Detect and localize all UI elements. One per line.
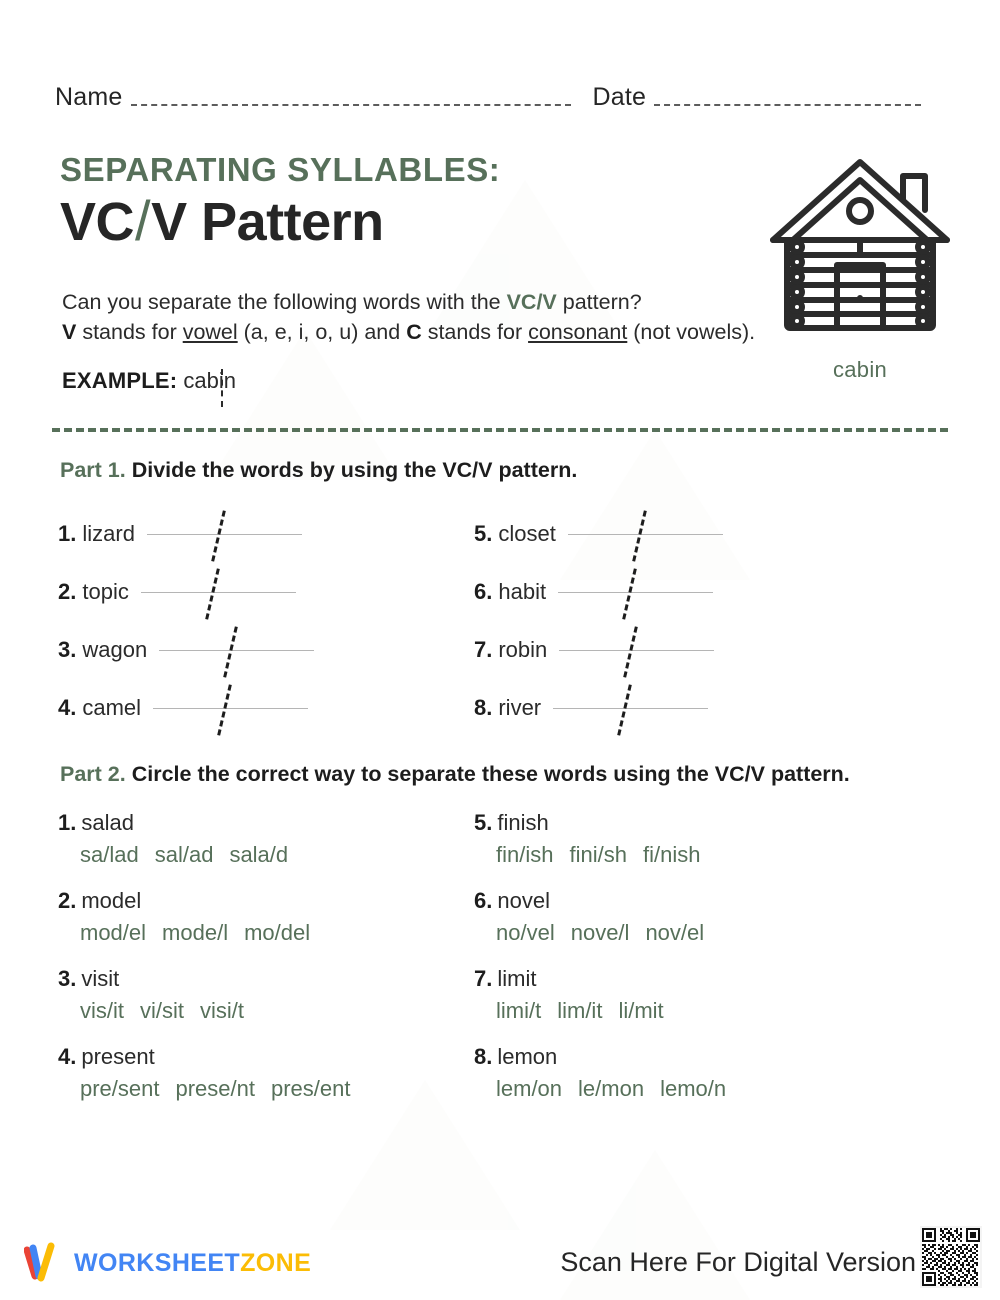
intro-text-g: (not vowels).	[627, 319, 756, 344]
example-word-part1: cab	[183, 368, 219, 393]
log-cabin-icon	[765, 148, 955, 348]
part1-blank-first[interactable]	[153, 708, 228, 709]
instructions-line-1	[62, 288, 782, 318]
intro-c-letter: C	[406, 319, 422, 344]
part1-blank-first[interactable]	[558, 592, 633, 593]
part1-blank-second[interactable]	[228, 708, 308, 709]
intro-text-e: (a, e, i, o, u) and	[237, 319, 407, 344]
part2-option[interactable]: visi/t	[200, 998, 244, 1023]
part2-option-list	[496, 998, 726, 1024]
part2-option-list	[496, 842, 726, 868]
part2-item	[474, 810, 726, 868]
part2-option[interactable]: sa/lad	[80, 842, 139, 867]
part2-item-word: limit	[497, 966, 537, 991]
name-date-row	[55, 78, 925, 112]
part2-option[interactable]: mo/del	[244, 920, 311, 945]
part1-blank-second[interactable]	[234, 650, 314, 651]
part2-option[interactable]: lem/on	[496, 1076, 563, 1101]
logo-mark-icon	[24, 1242, 64, 1284]
part2-option[interactable]: mod/el	[80, 920, 147, 945]
part1-answer-blanks[interactable]	[559, 650, 714, 651]
part2-option[interactable]: prese/nt	[175, 1076, 255, 1101]
part2-option[interactable]: le/mon	[578, 1076, 645, 1101]
instructions-line-2	[62, 318, 782, 348]
part2-option[interactable]: pre/sent	[80, 1076, 160, 1101]
syllable-slash-mark	[211, 568, 225, 620]
cabin-caption: cabin	[832, 357, 888, 382]
part2-option[interactable]: limi/t	[496, 998, 542, 1023]
syllable-slash-mark	[629, 626, 643, 678]
qr-code-icon[interactable]	[920, 1226, 982, 1288]
page-title	[60, 152, 500, 252]
part1-item	[58, 621, 314, 679]
part2-option-list	[496, 920, 726, 946]
part2-item-number: 7.	[474, 966, 493, 991]
part2-item-number: 4.	[58, 1044, 77, 1069]
part2-option[interactable]: fi/nish	[642, 842, 701, 867]
part1-item	[474, 563, 723, 621]
part2-option[interactable]: fini/sh	[569, 842, 627, 867]
title-main-after: V Pattern	[151, 191, 384, 252]
part2-item-number: 8.	[474, 1044, 493, 1069]
title-heading	[60, 190, 500, 253]
part2-option[interactable]: sala/d	[229, 842, 289, 867]
part2-item	[474, 966, 726, 1024]
part2-instruction: Circle the correct way to separate these words using the VC/V pattern.	[131, 762, 850, 786]
date-label: Date	[592, 83, 647, 111]
part1-item-number: 4.	[58, 695, 77, 720]
part1-item-word: lizard	[82, 521, 135, 546]
part1-item-number: 7.	[474, 637, 493, 662]
intro-v-letter: V	[62, 319, 77, 344]
part2-option[interactable]: li/mit	[618, 998, 664, 1023]
part1-blank-second[interactable]	[634, 650, 714, 651]
example-label: EXAMPLE:	[62, 368, 178, 393]
part1-item-word: habit	[498, 579, 547, 604]
part2-option[interactable]: vis/it	[80, 998, 124, 1023]
date-input-line[interactable]	[654, 104, 921, 106]
part1-blank-second[interactable]	[633, 592, 713, 593]
part1-blank-second[interactable]	[222, 534, 302, 535]
part1-item-word: river	[498, 695, 542, 720]
part1-answer-blanks[interactable]	[159, 650, 314, 651]
intro-consonant-word: consonant	[528, 319, 628, 344]
part2-item-number: 6.	[474, 888, 493, 913]
part2-item	[58, 888, 351, 946]
part2-heading	[60, 762, 850, 787]
part1-blank-first[interactable]	[553, 708, 628, 709]
part1-heading	[60, 458, 577, 483]
part1-blank-second[interactable]	[216, 592, 296, 593]
part1-blank-first[interactable]	[141, 592, 216, 593]
part2-option-list	[80, 920, 351, 946]
part1-answer-blanks[interactable]	[147, 534, 302, 535]
part2-option[interactable]: fin/ish	[496, 842, 554, 867]
part2-item	[58, 966, 351, 1024]
intro-text-a: Can you separate the following words with the	[62, 290, 507, 314]
syllable-slash-mark	[623, 684, 637, 736]
part2-option-list	[80, 842, 351, 868]
example-word-part2: in	[218, 368, 237, 393]
part1-item-number: 8.	[474, 695, 493, 720]
part1-item	[58, 505, 314, 563]
part1-item-word: robin	[498, 637, 548, 662]
part2-option[interactable]: no/vel	[496, 920, 555, 945]
logo-text-worksheet: WORKSHEET	[74, 1248, 241, 1277]
part2-item-word: lemon	[497, 1044, 558, 1069]
part2-item-number: 2.	[58, 888, 77, 913]
part2-item-number: 5.	[474, 810, 493, 835]
part2-column-right	[474, 810, 726, 1122]
example-word	[183, 368, 236, 393]
part2-item-prompt	[58, 888, 351, 914]
part2-item-word: visit	[81, 966, 120, 991]
part2-item-word: novel	[497, 888, 550, 913]
part2-option[interactable]: nov/el	[645, 920, 705, 945]
part2-column-left	[58, 810, 351, 1122]
part2-item-number: 1.	[58, 810, 77, 835]
syllable-slash-mark	[638, 510, 652, 562]
title-slash: /	[135, 188, 151, 252]
syllable-slash-mark	[223, 684, 237, 736]
part1-item-word: wagon	[82, 637, 148, 662]
example-row	[62, 368, 236, 394]
part2-option[interactable]: pres/ent	[271, 1076, 351, 1101]
part1-blank-first[interactable]	[568, 534, 643, 535]
intro-text-f: stands for	[421, 319, 529, 344]
scan-prompt-text: Scan Here For Digital Version	[560, 1247, 916, 1277]
part2-item	[474, 888, 726, 946]
title-subheading: SEPARATING SYLLABLES:	[60, 151, 501, 188]
syllable-slash-mark	[217, 510, 231, 562]
part2-option[interactable]: lemo/n	[660, 1076, 727, 1101]
part2-item-prompt	[474, 966, 726, 992]
part1-column-left	[58, 505, 314, 737]
part2-item	[474, 1044, 726, 1102]
logo-wordmark	[74, 1249, 311, 1278]
part2-option-list	[496, 1076, 726, 1102]
part2-item-prompt	[474, 1044, 726, 1070]
part1-column-right	[474, 505, 723, 737]
part2-item-word: finish	[497, 810, 549, 835]
part2-item-prompt	[58, 1044, 351, 1070]
part1-item-number: 2.	[58, 579, 77, 604]
part1-answer-blanks[interactable]	[153, 708, 308, 709]
part1-item	[474, 621, 723, 679]
door-knob-icon	[857, 295, 863, 301]
part1-blank-second[interactable]	[628, 708, 708, 709]
part1-item-number: 5.	[474, 521, 493, 546]
part2-number: Part 2.	[60, 762, 126, 786]
part2-item-prompt	[58, 966, 351, 992]
section-divider	[52, 428, 948, 432]
part1-blank-first[interactable]	[147, 534, 222, 535]
part2-item-word: salad	[81, 810, 134, 835]
part2-option-list	[80, 1076, 351, 1102]
part1-item-number: 1.	[58, 521, 77, 546]
name-input-line[interactable]	[131, 104, 571, 106]
page-footer	[0, 1224, 1000, 1294]
part1-item-word: closet	[498, 521, 556, 546]
part2-item-prompt	[474, 810, 726, 836]
instructions	[62, 288, 782, 347]
part2-option-list	[80, 998, 351, 1024]
cabin-illustration	[760, 148, 960, 383]
part1-item	[58, 563, 314, 621]
part2-item-number: 3.	[58, 966, 77, 991]
logo-text-zone: ZONE	[240, 1248, 312, 1277]
part2-item-word: present	[81, 1044, 155, 1069]
part1-item	[474, 679, 723, 737]
part2-option[interactable]: sal/ad	[154, 842, 214, 867]
part2-option[interactable]: mode/l	[162, 920, 229, 945]
part1-blank-first[interactable]	[159, 650, 234, 651]
part1-blank-second[interactable]	[643, 534, 723, 535]
name-label: Name	[55, 83, 123, 111]
intro-text-d: stands for	[76, 319, 183, 344]
part1-instruction: Divide the words by using the VC/V pattern.	[131, 458, 578, 482]
part2-item	[58, 1044, 351, 1102]
worksheetzone-logo[interactable]	[24, 1242, 311, 1284]
syllable-slash-mark	[229, 626, 243, 678]
part2-item-prompt	[474, 888, 726, 914]
part2-option[interactable]: nove/l	[570, 920, 630, 945]
part1-answer-blanks[interactable]	[558, 592, 713, 593]
part1-blank-first[interactable]	[559, 650, 634, 651]
part1-answer-blanks[interactable]	[568, 534, 723, 535]
intro-vcv-emphasis: VC/V	[506, 290, 557, 314]
part1-item	[474, 505, 723, 563]
part1-item-number: 6.	[474, 579, 493, 604]
syllable-slash-mark	[628, 568, 642, 620]
title-main-before: VC	[60, 191, 135, 252]
part1-item	[58, 679, 314, 737]
part2-item-prompt	[58, 810, 351, 836]
intro-text-c: pattern?	[556, 290, 642, 314]
part2-item-word: model	[81, 888, 142, 913]
part1-item-number: 3.	[58, 637, 77, 662]
part1-answer-blanks[interactable]	[141, 592, 296, 593]
part1-answer-blanks[interactable]	[553, 708, 708, 709]
part1-item-word: camel	[82, 695, 142, 720]
part1-number: Part 1.	[60, 458, 126, 482]
part2-option[interactable]: lim/it	[557, 998, 603, 1023]
intro-vowel-word: vowel	[182, 319, 238, 344]
part2-option[interactable]: vi/sit	[140, 998, 184, 1023]
part2-item	[58, 810, 351, 868]
part1-item-word: topic	[82, 579, 129, 604]
